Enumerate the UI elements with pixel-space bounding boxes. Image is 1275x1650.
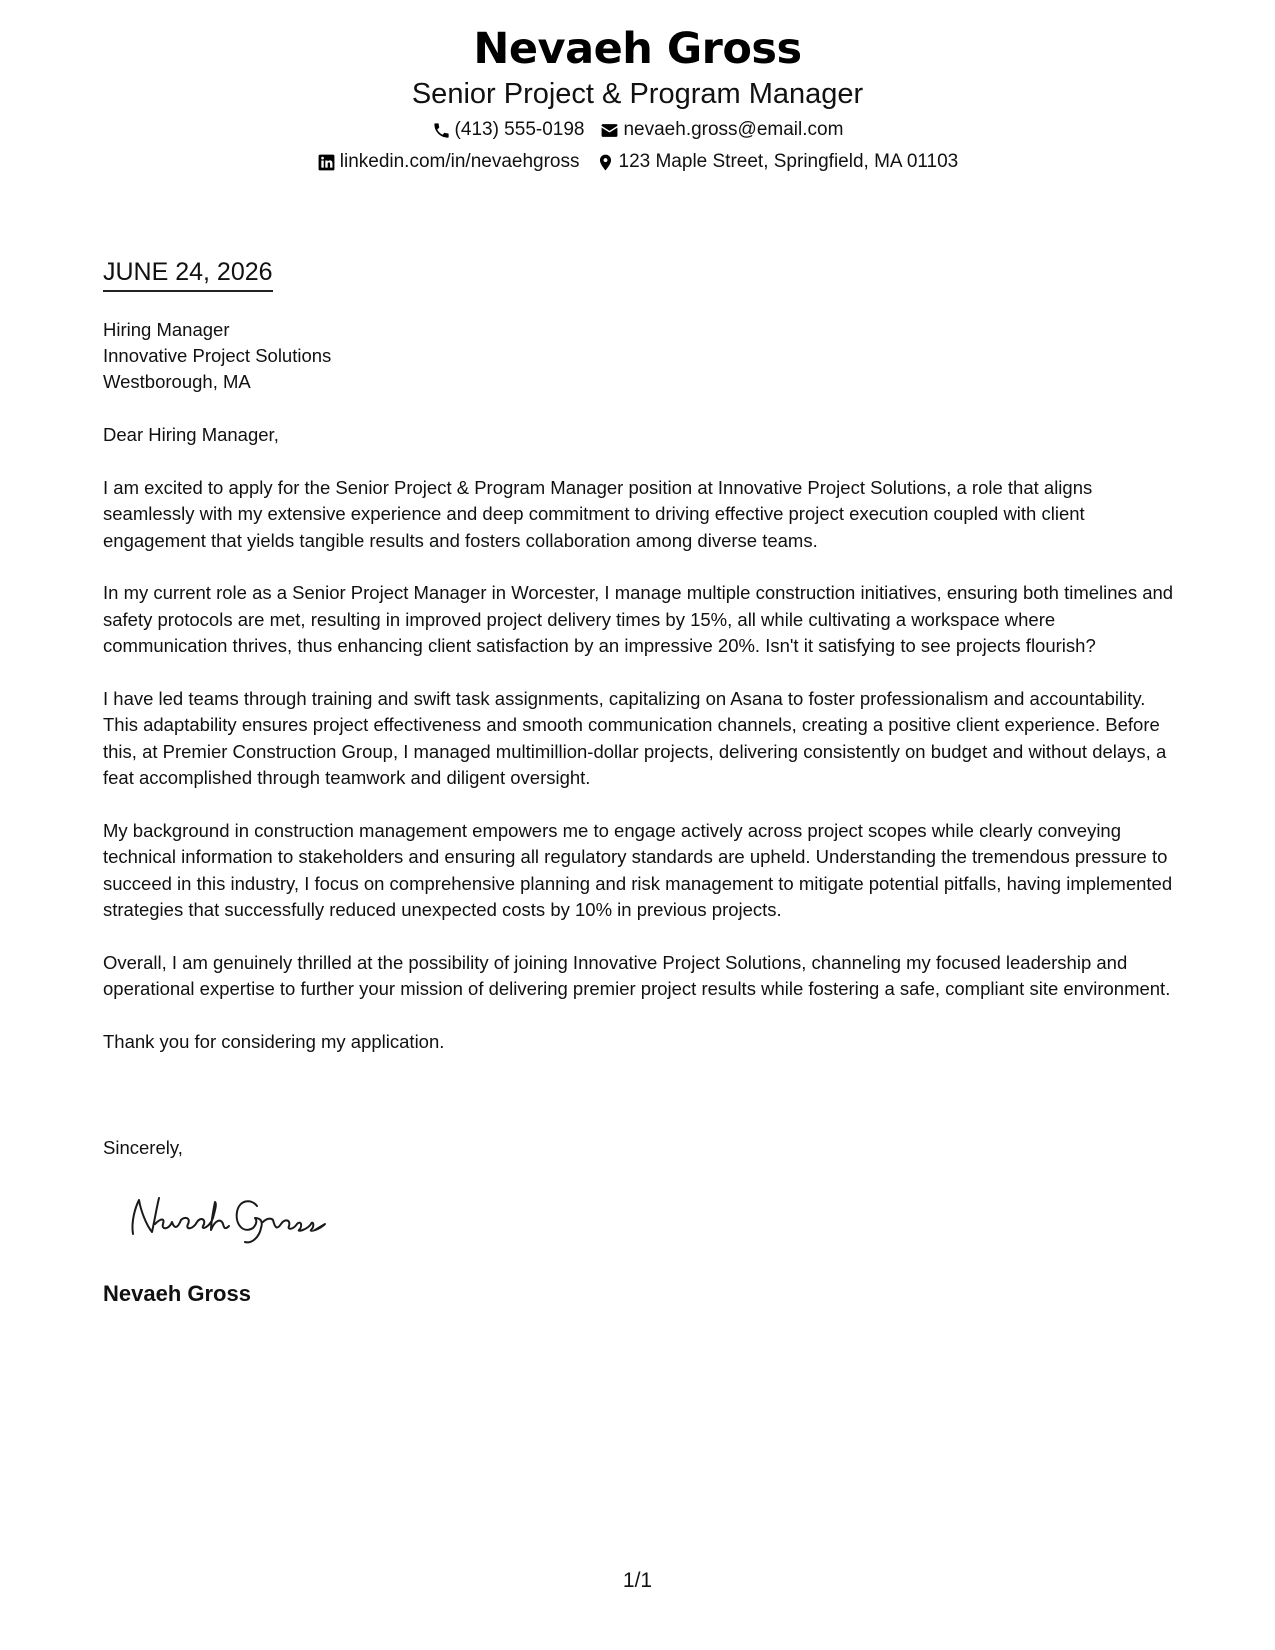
map-pin-icon bbox=[596, 153, 615, 172]
letter-body bbox=[103, 422, 1178, 1081]
body-paragraph: In my current role as a Senior Project Manager in Worcester, I manage multiple construction initiatives, ensuring both timelines and safety protocols are met, resulting in improved project delivery times by 15%, all while cultivating a workspace where communication thrives, thus enhancing client satisfaction by an impressive 20%. Isn't it satisfying to see projects flourish? bbox=[103, 582, 1174, 656]
applicant-name: Nevaeh Gross bbox=[473, 24, 802, 74]
page-number: 1/1 bbox=[622, 1569, 653, 1592]
contact-email bbox=[600, 118, 843, 142]
contact-row-1 bbox=[0, 118, 1275, 142]
recipient-block bbox=[103, 317, 331, 395]
contact-linkedin bbox=[317, 150, 580, 174]
contact-row-2 bbox=[0, 150, 1275, 174]
envelope-icon bbox=[600, 121, 619, 140]
phone-icon bbox=[432, 121, 451, 140]
letter-date: JUNE 24, 2026 bbox=[103, 256, 273, 292]
email-address: nevaeh.gross@email.com bbox=[623, 119, 844, 140]
body-paragraph: Thank you for considering my application. bbox=[103, 1030, 445, 1052]
salutation: Dear Hiring Manager, bbox=[103, 424, 279, 445]
signer-name: Nevaeh Gross bbox=[103, 1281, 251, 1306]
closing: Sincerely, bbox=[103, 1137, 183, 1158]
applicant-title: Senior Project & Program Manager bbox=[411, 78, 864, 110]
linkedin-url: linkedin.com/in/nevaehgross bbox=[339, 151, 580, 172]
body-paragraph: I am excited to apply for the Senior Project & Program Manager position at Innovative Project Solutions, a role that aligns seamlessly with my extensive experience and deep commitment to driving effective project execution coupled with client engagement that yields tangible results and fosters collaboration among diverse teams. bbox=[103, 476, 1093, 551]
handwritten-signature bbox=[125, 1188, 345, 1248]
contact-address bbox=[596, 150, 959, 174]
recipient-name: Hiring Manager bbox=[103, 319, 230, 340]
body-paragraph: I have led teams through training and swift task assignments, capitalizing on Asana to foster professionalism and accountability. This adaptability ensures project effectiveness and smooth communication channels, creating a positive client experience. Before this, at Premier Construction Group, I managed multimillion-dollar projects, delivering consistently on budget and without delays, a feat accomplished through teamwork and diligent oversight. bbox=[103, 687, 1167, 788]
recipient-company: Innovative Project Solutions bbox=[103, 345, 332, 366]
contact-phone bbox=[432, 118, 585, 142]
letterhead bbox=[0, 22, 1275, 174]
linkedin-icon bbox=[317, 153, 336, 172]
street-address: 123 Maple Street, Springfield, MA 01103 bbox=[618, 151, 959, 172]
body-paragraph: Overall, I am genuinely thrilled at the possibility of joining Innovative Project Solutions, channeling my focused leadership and operational expertise to further your mission of delivering premier project results while fostering a safe, compliant site environment. bbox=[103, 951, 1171, 999]
recipient-location: Westborough, MA bbox=[103, 371, 251, 392]
body-paragraph: My background in construction management empowers me to engage actively across project scopes while clearly conveying technical information to stakeholders and ensuring all regulatory standards are upheld. Understanding the tremendous pressure to succeed in this industry, I focus on comprehensive planning and risk management to mitigate potential pitfalls, having implemented strategies that successfully reduced unexpected costs by 10% in previous projects. bbox=[103, 819, 1173, 920]
phone-number: (413) 555-0198 bbox=[454, 119, 585, 140]
